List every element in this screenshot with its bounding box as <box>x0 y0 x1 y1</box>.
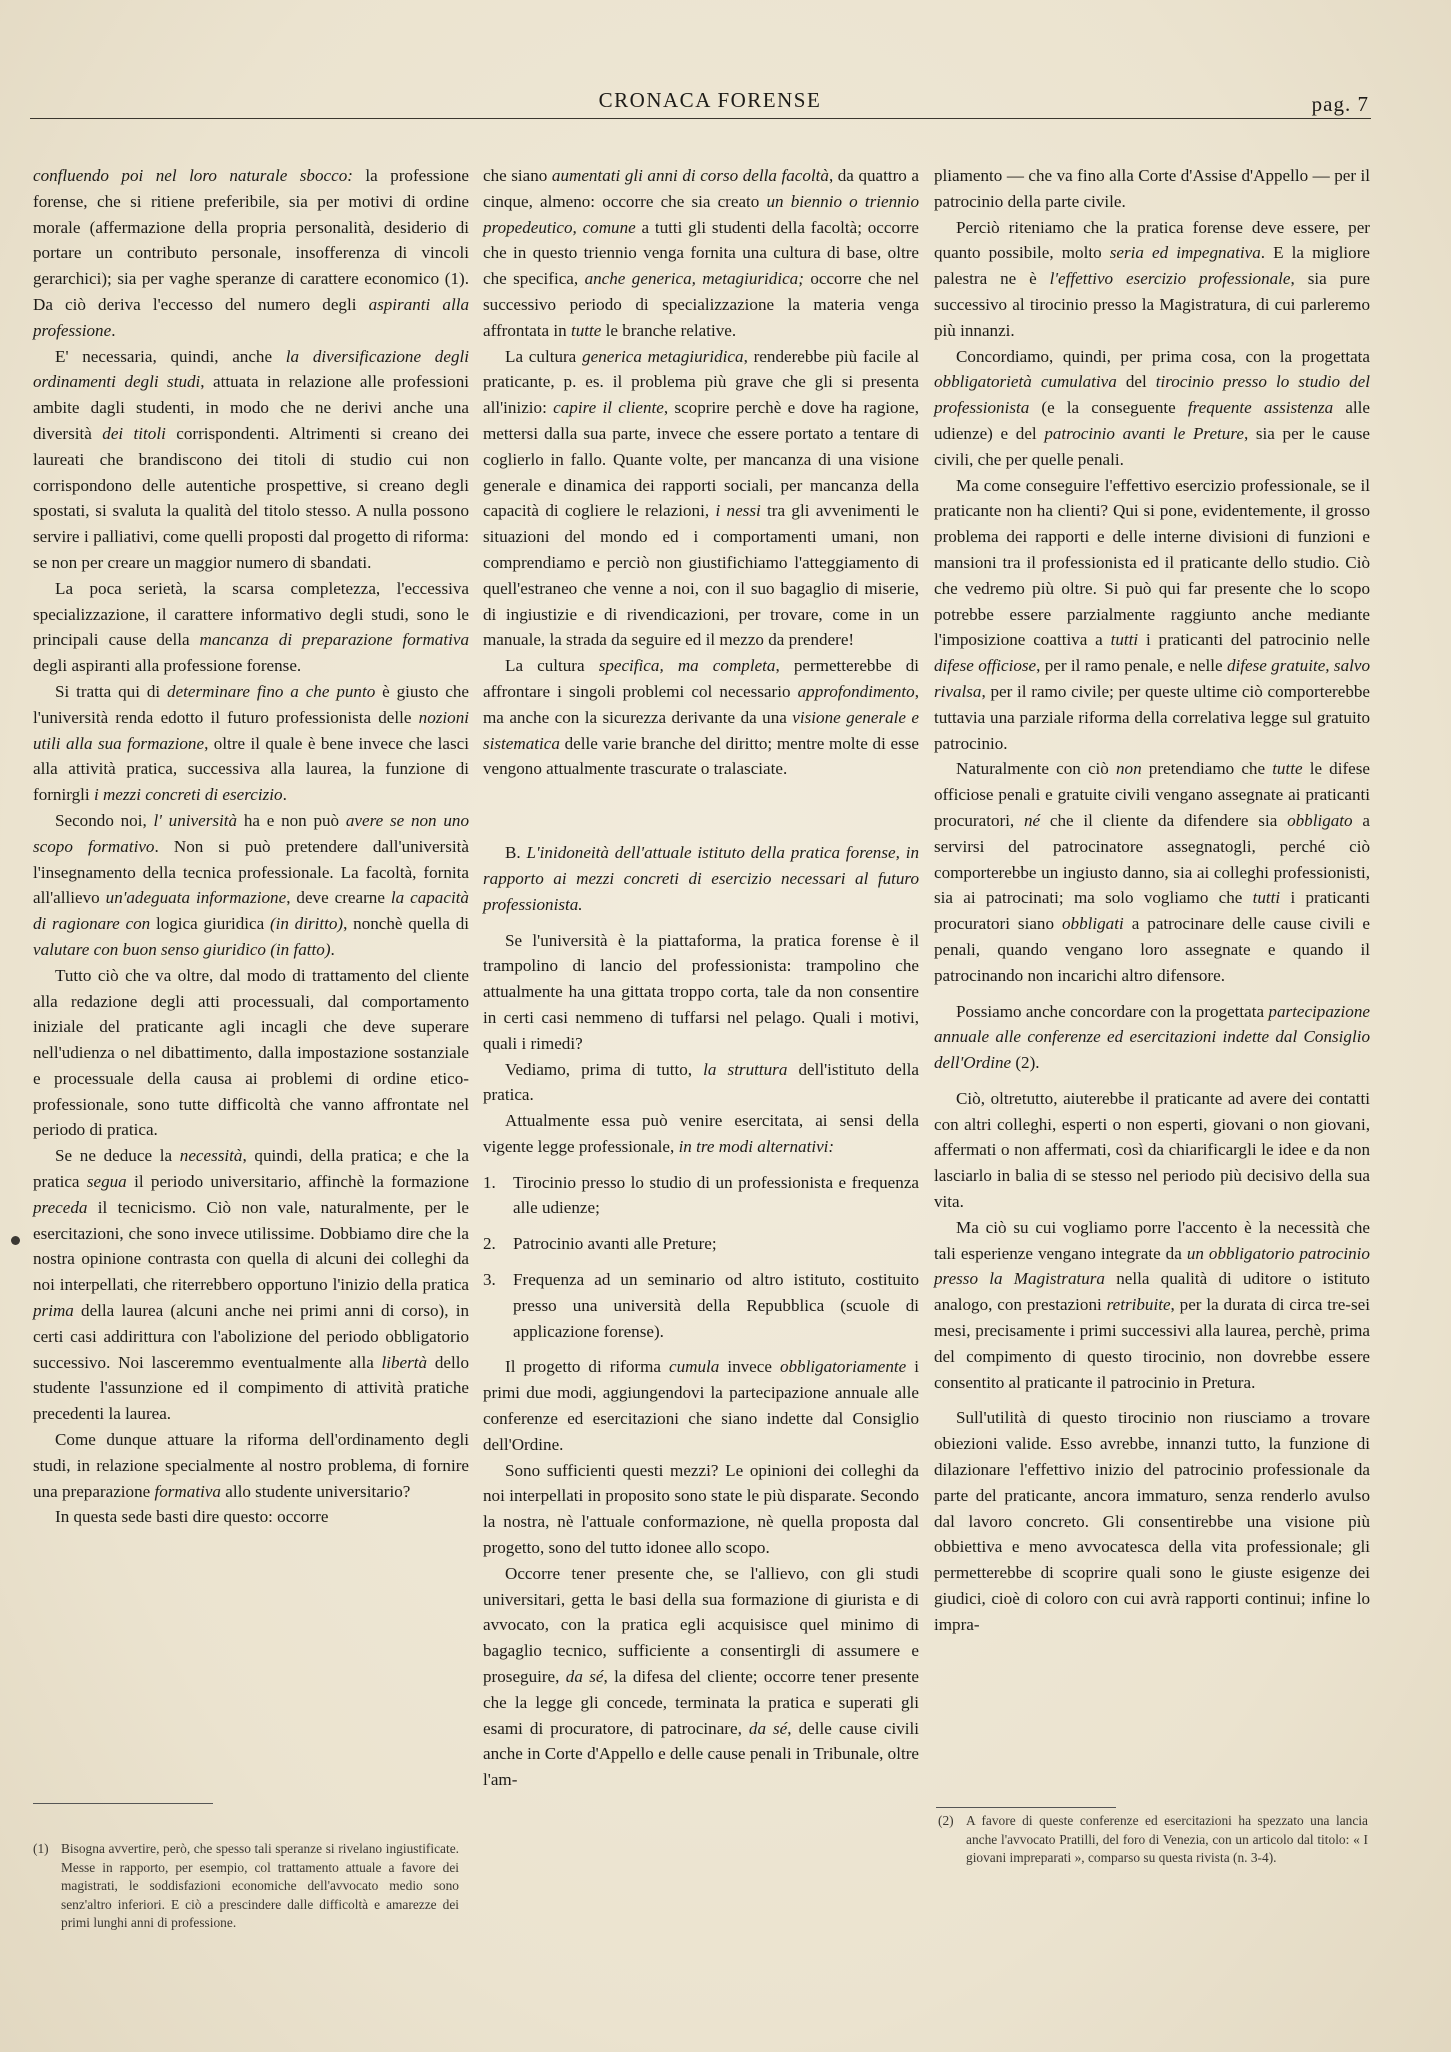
paragraph: Secondo noi, l' università ha e non può avere se non uno scopo formativo. Non si può pretendere dall'università l'insegnamento della tecnica professionale. La facoltà, fornita all'allievo un'adeguata informazione, deve crearne la capacità di ragionare con logica giuridica (in diritto), nonchè quella di valutare con buon senso giuridico (in fatto). <box>33 810 470 959</box>
footnote-label: (1) <box>33 1841 49 1856</box>
paragraph: Ma ciò su cui vogliamo porre l'accento è la necessità che tali esperienze vengano integrate da un obbligatorio patrocinio presso la Magistratura nella qualità di uditore o istituto analogo, con prestazioni retribuite, per la durata di circa tre-sei mesi, precisamente i primi successivi alla laurea, perchè, prima del compimento di questo tirocinio, non dovrebbe essere consentito al praticante il patrocinio in Pretura. <box>934 1217 1370 1392</box>
page-number: pag. 7 <box>1311 92 1369 116</box>
paragraph: Tutto ciò che va oltre, dal modo di trattamento del cliente alla redazione degli atti processuali, dal comportamento iniziale del praticante agli incagli che deve superare nell'udienza o nel dibattimento, dalla impostazione sostanziale e processuale della causa ai problemi di ordine etico-professionale, sono tutte difficoltà che vanno affrontate nel periodo di pratica. <box>33 965 469 1140</box>
paragraph: In questa sede basti dire questo: occorre <box>55 1507 329 1527</box>
paragraph: La poca serietà, la scarsa completezza, l'eccessiva specializzazione, il carattere informativo degli studi, sono le principali cause della mancanza di preparazione formativa degli aspiranti alla professione forense. <box>33 578 469 676</box>
paragraph: Si tratta qui di determinare fino a che punto è giusto che l'università renda edotto il futuro professionista delle nozioni utili alla sua formazione, oltre il quale è bene invece che lasci alla attività pratica, successiva alla laurea, la funzione di fornirgli i mezzi concreti di esercizio. <box>33 681 470 805</box>
list-item: 3. Frequenza ad un seminario od altro istituto, costituito presso una università della Repubblica (scuole di applicazione forense). <box>483 1270 919 1341</box>
paragraph: Ma come conseguire l'effettivo esercizio professionale, se il praticante non ha clienti? Qui si pone, evidentemente, il grosso problema dei rapporti e delle interne divisioni di funzioni e mansioni tra il professionista ed il praticante dello studio. Ciò che vedremo più oltre. Si può qui far presente che lo scopo potrebbe essere parzialmente raggiunto anche mediante l'imposizione coattiva a tutti i praticanti del patrocinio nelle difese officiose, per il ramo penale, e nelle difese gratuite, salvo rivalsa, per il ramo civile; per queste ultime ciò comporterebbe tuttavia una parziale riforma della correlativa legge sul gratuito patrocinio. <box>934 475 1370 753</box>
paragraph: Come dunque attuare la riforma dell'ordinamento degli studi, in relazione specialmente al nostro problema, di fornire una preparazione formativa allo studente universitario? <box>33 1430 469 1501</box>
ink-blot <box>11 1236 20 1245</box>
paragraph: Vediamo, prima di tutto, la struttura dell'istituto della pratica. <box>483 1059 919 1105</box>
paragraph: La cultura specifica, ma completa, permetterebbe di affrontare i singoli problemi col necessario approfondimento, ma anche con la sicurezza derivante da una visione generale e sistematica delle varie branche del diritto; mentre molte di esse vengono attualmente trascurate o tralasciate. <box>483 656 919 779</box>
paragraph: Naturalmente con ciò non pretendiamo che tutte le difese officiose penali e gratuite civili vengano assegnate ai praticanti procuratori, né che il cliente da difendere sia obbligato a servirsi del patrocinatore assegnatogli, perché ciò comporterebbe un ingiusto danno, sia ai colleghi professionisti, sia ai patrocinati; ma solo vogliamo che tutti i praticanti procuratori siano obbligati a patrocinare delle cause civili e penali, quando vengano loro assegnate e quando il patrocinando non incarichi altro difensore. <box>934 759 1370 985</box>
list-item: 1. Tirocinio presso lo studio di un professionista e frequenza alle udienze; <box>483 1172 919 1218</box>
footnote-text: Bisogna avvertire, però, che spesso tali speranze si rivelano ingiustificate. Messe in rapporto, per esempio, col trattamento attuale a favore dei magistrati, le soddisfazioni economiche dell'avvocato medio sono senz'altro inferiori. E ciò a prescindere dalle difficoltà e amarezze dei primi lunghi anni di professione. <box>61 1841 459 1931</box>
paragraph: Il progetto di riforma cumula invece obbligatoriamente i primi due modi, aggiungendovi la partecipazione annuale alle conferenze ed esercitazioni che siano indette dal Consiglio dell'Ordine. <box>483 1357 919 1454</box>
footnote-1 <box>33 1840 459 1933</box>
paragraph: Sono sufficienti questi mezzi? Le opinioni dei colleghi da noi interpellati in proposito sono state le più disparate. Secondo la nostra, nè l'attuale conformazione, nè quella proposta dal progetto, sono del tutto idonee allo scopo. <box>483 1460 919 1558</box>
footnote-label: (2) <box>938 1813 954 1828</box>
paragraph: Se ne deduce la necessità, quindi, della pratica; e che la pratica segua il periodo universitario, affinchè la formazione preceda il tecnicismo. Ciò non vale, naturalmente, per le esercitazioni, che sono invece utilissime. Dobbiamo dire che la nostra opinione contrasta con quella di alcuni dei colleghi da noi interpellati, che riterrebbero opportuno l'inizio della pratica prima della laurea (alcuni anche nei primi anni di corso), in certi casi addirittura con l'abolizione del periodo obbligatorio successivo. Noi lasceremmo eventualmente alla libertà dello studente l'assunzione ed il compimento di attività pratiche precedenti la laurea. <box>33 1146 470 1424</box>
paragraph: Concordiamo, quindi, per prima cosa, con la progettata obbligatorietà cumulativa del tirocinio presso lo studio del professionista (e la conseguente frequente assistenza alle udienze) e del patrocinio avanti le Preture, sia per le cause civili, che per quelle penali. <box>934 346 1371 469</box>
paragraph: Sull'utilità di questo tirocinio non riusciamo a trovare obiezioni valide. Esso avrebbe, innanzi tutto, la funzione di dilazionare l'effettivo inizio del patrocinio professionale da parte del praticante, ancora immaturo, senza renderlo avulso dal lavoro concreto. Gli consentirebbe una visione più obbiettiva e meno avvocatesca della vita professionale; gli permetterebbe di scoprire quali sono le giuste esigenze dei giudici, cioè di coloro con cui avrà rapporti continui; infine lo impra- <box>934 1408 1370 1634</box>
paragraph: Attualmente essa può venire esercitata, ai sensi della vigente legge professionale, in tre modi alternativi: <box>483 1111 919 1156</box>
paragraph: che siano aumentati gli anni di corso della facoltà, da quattro a cinque, almeno: occorre che sia creato un biennio o triennio propedeutico, comune a tutti gli studenti della facoltà; occorre che in questo triennio venga fornita una cultura di base, oltre che specifica, anche generica, metagiuridica; occorre che nel successivo periodo di specializzazione la materia venga affrontata in tutte le branche relative. <box>483 166 919 340</box>
paragraph: E' necessaria, quindi, anche la diversificazione degli ordinamenti degli studi, attuata in relazione alle professioni ambite dagli studenti, in modo che ne derivi anche una diversità dei titoli corrispondenti. Altrimenti si creano dei laureati che brandiscono dei titoli di studio cui non corrispondono delle autentiche prospettive, si creano degli spostati, si svaluta la qualità del titolo stesso. A nulla possono servire i palliativi, come quelli proposti dal progetto di riforma: se non per creare un maggior numero di sbandati. <box>33 346 469 572</box>
footnote-2 <box>938 1812 1368 1868</box>
paragraph: confluendo poi nel loro naturale sbocco: la professione forense, che si ritiene preferibile, sia per motivi di ordine morale (affermazione della propria personalità, desiderio di portare un contributo personale, insofferenza di vincoli gerarchici); sia per vaghe speranze di carattere economico (1). Da ciò deriva l'eccesso del numero degli aspiranti alla professione. <box>33 166 469 340</box>
paragraph: Possiamo anche concordare con la progettata partecipazione annuale alle conferenze ed esercitazioni indette dal Consiglio dell'Ordine (2). <box>934 1001 1370 1073</box>
paragraph: Ciò, oltretutto, aiuterebbe il praticante ad avere dei contatti con altri colleghi, esperti o non esperti, giovani o non giovani, affermati o non affermati, così da chiarificargli le idee e da non lasciarlo in balia di se stesso nel periodo più decisivo della sua vita. <box>934 1088 1370 1212</box>
paragraph: La cultura generica metagiuridica, renderebbe più facile al praticante, p. es. il problema più grave che gli si presenta all'inizio: capire il cliente, scoprire perchè e dove ha ragione, mettersi dalla sua parte, invece che essere portato a tentare di coglierlo in fallo. Quante volte, per mancanza di una visione generale e dinamica dei rapporti sociali, per mancanza della capacità di cogliere le relazioni, i nessi tra gli avvenimenti le situazioni del mondo ed i comportamenti umani, non comprendiamo e perciò non giustifichiamo l'atteggiamento di quell'estraneo che venne a noi, con il suo bagaglio di miserie, di ingiustizie e di rivendicazioni, per trovare, come in un manuale, la strada da seguire ed il mezzo da prendere! <box>483 346 920 650</box>
paragraph: Se l'università è la piattaforma, la pratica forense è il trampolino di lancio del professionista: trampolino che attualmente ha una gittata troppo corta, tale da non consentire in certi casi nemmeno di tuffarsi nel pelago. Quali i motivi, quali i rimedi? <box>483 930 919 1053</box>
footnote-rule <box>936 1807 1116 1808</box>
header-rule <box>30 118 1371 119</box>
column-1 <box>33 163 469 1530</box>
footnote-text: A favore di queste conferenze ed esercitazioni ha spezzato una lancia anche l'avvocato Pratilli, del foro di Venezia, con un articolo dal titolo: « I giovani impreparati », comparso su questa rivista (n. 3-4). <box>966 1813 1368 1866</box>
footnote-rule <box>33 1803 213 1804</box>
list-item: 2. Patrocinio avanti alle Preture; <box>483 1234 717 1254</box>
column-3 <box>934 163 1370 1638</box>
running-header-title: CRONACA FORENSE <box>598 88 822 112</box>
section-heading: B. L'inidoneità dell'attuale istituto della pratica forense, in rapporto ai mezzi concreti di esercizio necessari al futuro professionista. <box>483 843 919 914</box>
paragraph: pliamento — che va fino alla Corte d'Assise d'Appello — per il patrocinio della parte civile. <box>934 166 1370 211</box>
column-2 <box>483 163 919 1793</box>
paragraph: Occorre tener presente che, se l'allievo, con gli studi universitari, getta le basi della sua formazione di giurista e di avvocato, con la pratica egli acquisisce quel minimo di bagaglio tecnico, sufficiente a consentirgli di assumere e proseguire, da sé, la difesa del cliente; occorre tener presente che la legge gli concede, terminata la pratica e superati gli esami di procuratore, di patrocinare, da sé, delle cause civili anche in Corte d'Appello e delle cause penali in Tribunale, oltre l'am- <box>483 1563 920 1790</box>
paragraph: Perciò riteniamo che la pratica forense deve essere, per quanto possibile, molto seria ed impegnativa. E la migliore palestra ne è l'effettivo esercizio professionale, sia pure successivo al tirocinio presso la Magistratura, di cui parleremo più innanzi. <box>934 217 1371 340</box>
